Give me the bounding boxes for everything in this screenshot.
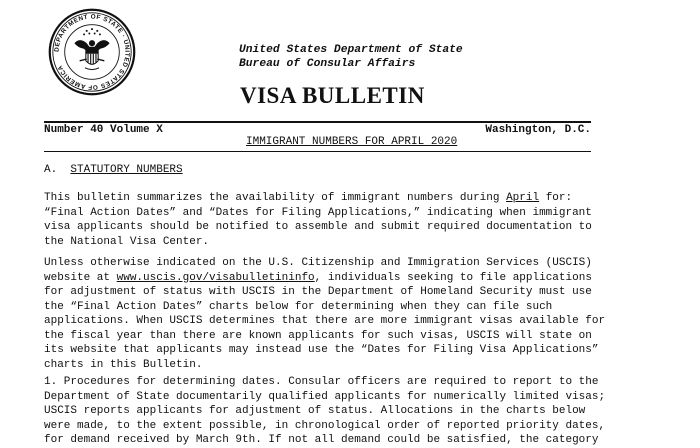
department-of-state-seal — [48, 8, 136, 96]
issue-place: Washington, D.C. — [485, 124, 591, 136]
paragraph-line: applications. When USCIS determines that there are more immigrant visas available for — [44, 315, 606, 327]
text-span: for: — [539, 192, 573, 204]
paragraph-line: charts in this Bulletin. — [44, 358, 203, 371]
paragraph-line: its website that applicants may instead use the “Dates for Filing Visa Applications” — [44, 344, 599, 356]
paragraph-uscis — [44, 256, 684, 372]
department-heading — [239, 43, 463, 71]
paragraph-line: the National Visa Center. — [44, 235, 210, 248]
paragraph-line: “Final Action Dates” and “Dates for Filing Applications,” indicating when immigrant — [44, 206, 592, 219]
text-span: website at — [44, 271, 117, 284]
uscis-link[interactable]: www.uscis.gov/visabulletininfo — [116, 271, 315, 284]
section-heading — [44, 163, 183, 177]
paragraph-procedures — [44, 375, 684, 448]
paragraph-line: visa applicants should be notified to assemble and submit required documentation to — [44, 221, 592, 233]
section-title: STATUTORY NUMBERS — [70, 164, 183, 176]
bulletin-title: VISA BULLETIN — [240, 83, 425, 108]
bureau-name: Bureau of Consular Affairs — [239, 58, 416, 70]
paragraph-line: for adjustment of status with USCIS in the Department of Homeland Security must use — [44, 286, 592, 298]
paragraph-line: were made, to the extent possible, in chronological order of reported priority dates, — [44, 419, 606, 432]
bottom-rule — [44, 151, 591, 152]
paragraph-line: Unless otherwise indicated on the U.S. Citizenship and Immigration Services (USCIS) — [44, 257, 592, 269]
department-name: United States Department of State — [239, 44, 463, 56]
text-span: This bulletin summarizes the availability of immigrant numbers during — [44, 192, 507, 204]
paragraph-line: the fiscal year than there are known applicants for such visas, USCIS will state on — [44, 329, 592, 342]
paragraph-line: Department of State documentarily qualified applicants for numerically limited visas; — [44, 390, 606, 403]
issue-row — [44, 123, 591, 137]
paragraph-line: USCIS reports applicants for adjustment of status. Allocations in the charts below — [44, 405, 586, 417]
bulletin-subtitle: IMMIGRANT NUMBERS FOR APRIL 2020 — [246, 136, 458, 148]
paragraph-line — [44, 271, 684, 286]
paragraph-line: for demand received by March 9th. If not all demand could be satisfied, the category — [44, 434, 599, 446]
paragraph-line — [44, 191, 684, 206]
paragraph-line: 1. Procedures for determining dates. Consular officers are required to report to the — [44, 376, 599, 388]
issue-number: Number 40 Volume X — [44, 124, 163, 136]
paragraph-line: the “Final Action Dates” charts below for determining when they can file such — [44, 300, 553, 313]
svg-text:DEPARTMENT OF STATE · UNITED S: DEPARTMENT OF STATE · UNITED STATES OF AMERICA — [53, 13, 131, 91]
text-span: , individuals seeking to file applications — [314, 271, 592, 284]
section-letter: A. — [44, 164, 58, 176]
month-text: April — [506, 192, 540, 204]
paragraph-summary — [44, 191, 684, 249]
